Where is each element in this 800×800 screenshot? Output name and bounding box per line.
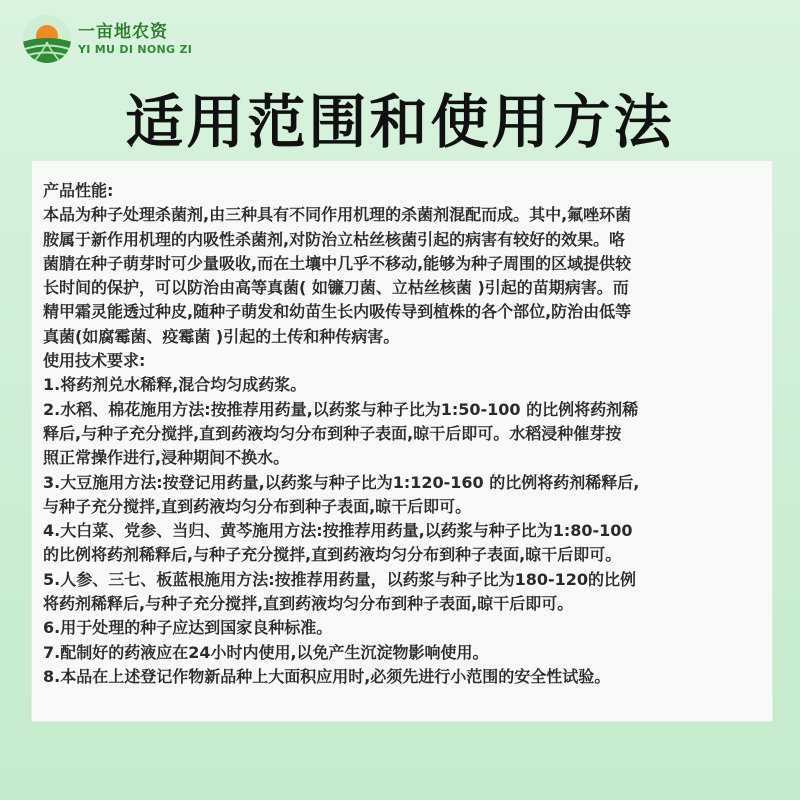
- brand-name-cn: 一亩地农资: [78, 22, 168, 42]
- content-line: 8.本品在上述登记作物新品种上大面积应用时,必须先进行小范围的安全性试验。: [43, 666, 611, 686]
- content-line: 使用技术要求:: [43, 351, 146, 371]
- content-line: 产品性能:: [43, 181, 114, 200]
- content-line: 菌腈在种子萌芽时可少量吸收,而在土壤中几乎不移动,能够为种子周围的区域提供较: [43, 253, 632, 273]
- content-line: 照正常操作进行,浸种期间不换水。: [43, 448, 290, 468]
- content-line: 胺属于新作用机理的内吸性杀菌剂,对防治立枯丝核菌引起的病害有较好的效果。咯: [43, 229, 626, 249]
- content-line: 3.大豆施用方法:按登记用药量,以药浆与种子比为1:120-160 的比例将药剂稀释后,: [43, 472, 640, 492]
- brand-logo: [22, 14, 192, 64]
- content-line: 长时间的保护，可以防治由高等真菌( 如镰刀菌、立枯丝核菌 )引起的苗期病害。而: [43, 278, 629, 298]
- content-text: [43, 179, 765, 689]
- content-line: 2.水稻、棉花施用方法:按推荐用药量,以药浆与种子比为1:50-100 的比例将药剂稀: [43, 399, 639, 419]
- content-line: 1.将药剂兑水稀释,混合均匀成药浆。: [43, 375, 307, 395]
- content-line: 释后,与种子充分搅拌,直到药液均匀分布到种子表面,晾干后即可。水稻浸种催芽按: [43, 423, 622, 443]
- content-line: 的比例将药剂稀释后,与种子充分搅拌,直到药液均匀分布到种子表面,晾干后即可。: [43, 545, 622, 565]
- content-line: 7.配制好的药液应在24小时内使用,以免产生沉淀物影响使用。: [43, 642, 489, 662]
- farm-sun-logo-icon: [22, 14, 72, 64]
- content-line: 5.人参、三七、板蓝根施用方法:按推荐用药量，以药浆与种子比为180-120的比例: [43, 569, 637, 589]
- content-panel: [31, 160, 773, 722]
- content-line: 精甲霜灵能透过种皮,随种子萌发和幼苗生长内吸传导到植株的各个部位,防治由低等: [43, 302, 632, 322]
- content-line: 真菌(如腐霉菌、疫霉菌 )引起的土传和种传病害。: [43, 326, 400, 346]
- brand-name-en: YI MU DI NONG ZI: [78, 43, 193, 56]
- content-line: 6.用于处理的种子应达到国家良种标准。: [43, 618, 333, 638]
- content-line: 4.大白菜、党参、当归、黄芩施用方法:按推荐用药量,以药浆与种子比为1:80-100: [43, 521, 633, 541]
- content-line: 将药剂稀释后,与种子充分搅拌,直到药液均匀分布到种子表面,晾干后即可。: [43, 594, 574, 614]
- page-title: 适用范围和使用方法: [125, 88, 675, 156]
- content-line: 本品为种子处理杀菌剂,由三种具有不同作用机理的杀菌剂混配而成。其中,氟唑环菌: [43, 205, 632, 225]
- content-line: 与种子充分搅拌,直到药液均匀分布到种子表面,晾干后即可。: [43, 496, 472, 516]
